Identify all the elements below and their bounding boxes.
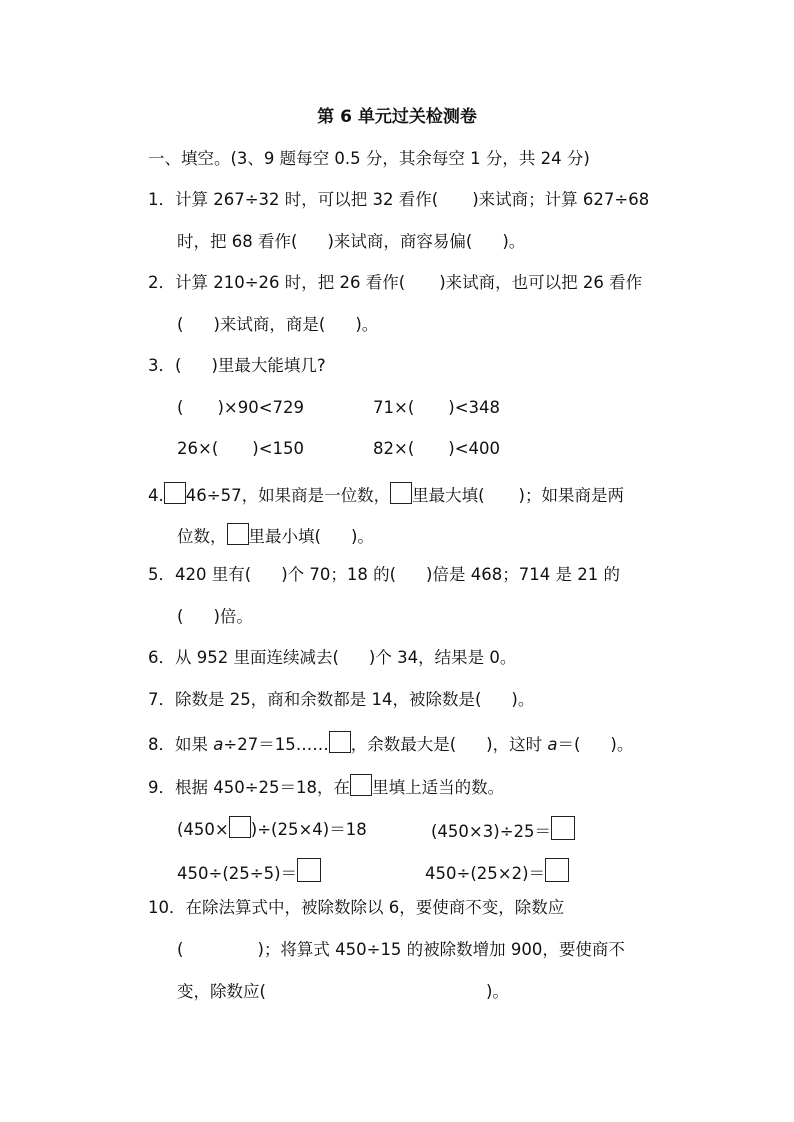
question-10-line-3: 变，除数应( )。	[177, 982, 509, 1001]
answer-box[interactable]	[551, 816, 575, 840]
question-10-line-2: ( )；将算式 450÷15 的被除数增加 900，要使商不	[177, 940, 625, 959]
answer-box[interactable]	[164, 482, 186, 504]
answer-box[interactable]	[329, 731, 351, 753]
question-5-line-1: 5．420 里有( )个 70；18 的( )倍是 468；714 是 21 的	[148, 565, 620, 584]
question-3-expr-3: 26×( )<150	[177, 439, 305, 458]
question-3-line-1: 3．( )里最大能填几?	[148, 356, 326, 375]
question-9-expr-4: 450÷(25×2)＝	[425, 858, 569, 885]
variable-a: a	[547, 735, 558, 754]
question-8: 8．如果 a÷27＝15…… ，余数最大是( )，这时 a＝( )。	[148, 731, 633, 756]
answer-box[interactable]	[390, 482, 412, 504]
question-2-line-2: ( )来试商，商是( )。	[177, 315, 379, 334]
question-9-expr-3: 450÷(25÷5)＝	[177, 858, 321, 885]
question-9-expr-2: (450×3)÷25＝	[431, 816, 575, 843]
question-3-expr-1: ( )×90<729	[177, 398, 305, 417]
question-3-expr-4: 82×( )<400	[373, 439, 501, 458]
question-4-line-2: 位数， 里最小填( )。	[177, 523, 374, 548]
page-title: 第 6 单元过关检测卷	[317, 107, 477, 127]
answer-box[interactable]	[229, 816, 251, 838]
question-7: 7．除数是 25，商和余数都是 14，被除数是( )。	[148, 690, 535, 709]
question-1-line-1: 1．计算 267÷32 时，可以把 32 看作( )来试商；计算 627÷68	[148, 190, 650, 209]
question-10-line-1: 10．在除法算式中，被除数除以 6，要使商不变，除数应	[148, 898, 565, 917]
question-4-line-1: 4. 46÷57，如果商是一位数， 里最大填( )；如果商是两	[148, 482, 624, 507]
question-2-line-1: 2．计算 210÷26 时，把 26 看作( )来试商，也可以把 26 看作	[148, 273, 643, 292]
question-1-line-2: 时，把 68 看作( )来试商，商容易偏( )。	[177, 232, 526, 251]
answer-box[interactable]	[350, 774, 372, 796]
question-3-expr-2: 71×( )<348	[373, 398, 501, 417]
section-heading: 一、填空。(3、9 题每空 0.5 分，其余每空 1 分，共 24 分)	[148, 149, 590, 168]
answer-box[interactable]	[297, 858, 321, 882]
question-6: 6．从 952 里面连续减去( )个 34，结果是 0。	[148, 648, 517, 667]
question-9-expr-1: (450× )÷(25×4)＝18	[177, 816, 367, 841]
answer-box[interactable]	[545, 858, 569, 882]
question-9-line-1: 9．根据 450÷25＝18，在 里填上适当的数。	[148, 774, 504, 799]
question-5-line-2: ( )倍。	[177, 607, 253, 626]
answer-box[interactable]	[227, 523, 249, 545]
variable-a: a	[213, 735, 224, 754]
